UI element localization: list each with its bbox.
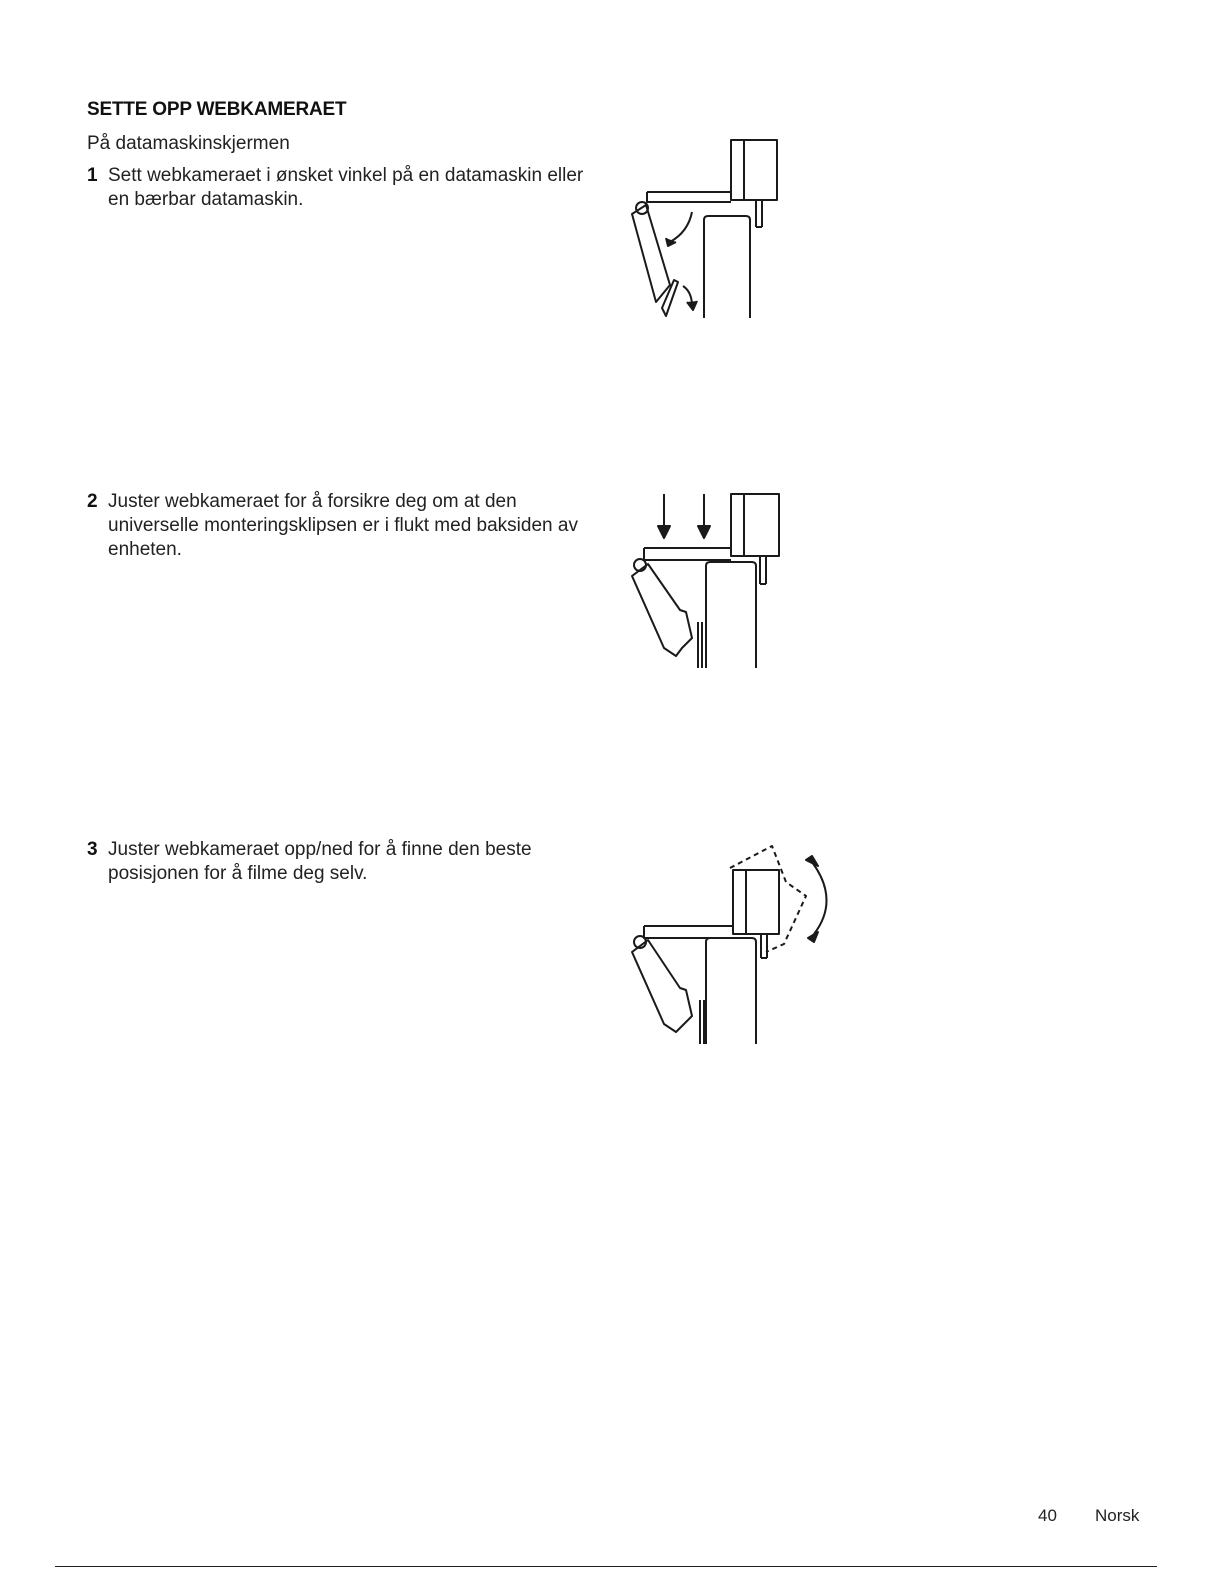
section-title: SETTE OPP WEBKAMERAET [87,99,347,120]
step-3 [87,838,587,886]
webcam-mount-illustration-2 [620,488,820,678]
step-text: Juster webkameraet opp/ned for å finne den beste posisjonen for å filme deg selv. [108,839,532,884]
footer-rule [55,1566,1157,1567]
webcam-mount-illustration-3 [620,842,850,1052]
webcam-mount-illustration-1 [620,130,820,330]
footer-language: Norsk [1095,1506,1140,1525]
step-number: 1 [87,165,98,186]
step-number: 2 [87,491,98,512]
section-subtitle: På datamaskinskjermen [87,133,290,154]
step-number: 3 [87,839,98,860]
step-text: Juster webkameraet for å forsikre deg om at den universelle monteringsklipsen er i flukt med baksiden av enheten. [108,491,578,560]
step-2 [87,490,587,562]
step-1 [87,164,587,212]
page-number: 40 [1038,1506,1057,1525]
step-text: Sett webkameraet i ønsket vinkel på en datamaskin eller en bærbar datamaskin. [108,165,584,210]
